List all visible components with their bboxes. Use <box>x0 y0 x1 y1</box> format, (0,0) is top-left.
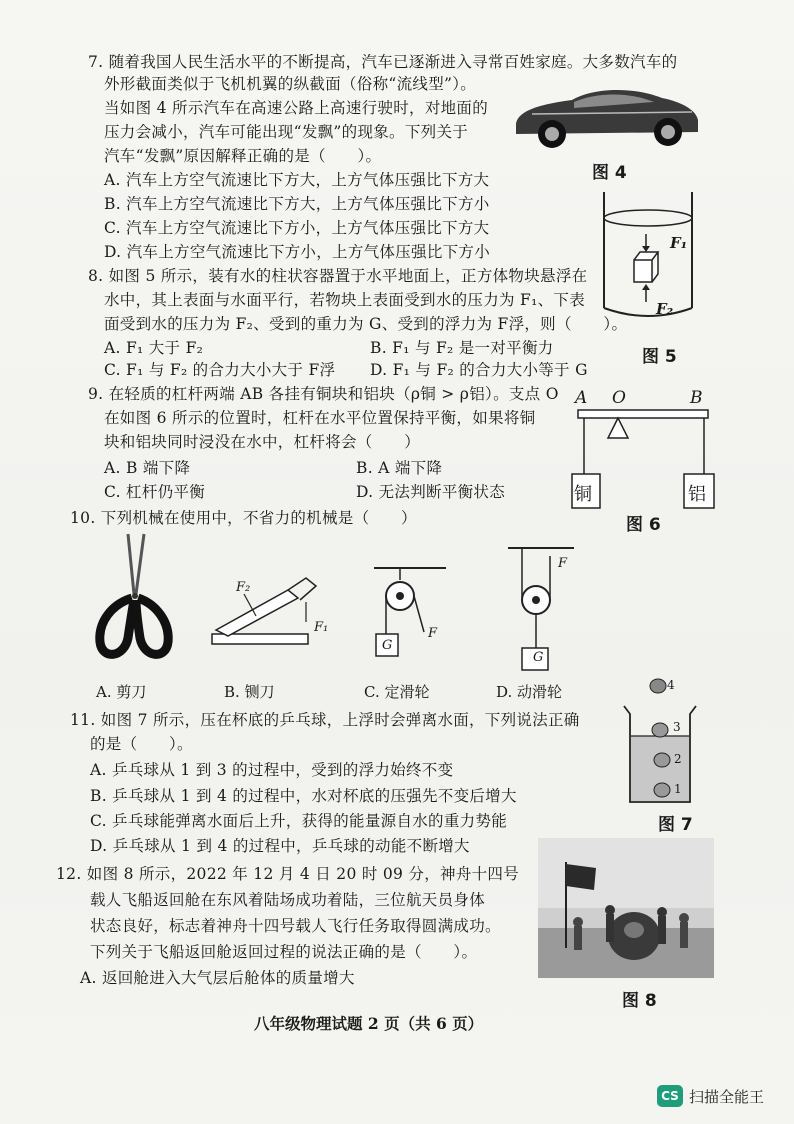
movable-pulley-f-label: F <box>558 556 568 571</box>
lever-o-label: O <box>612 388 626 408</box>
q11-line-1: 11. 如图 7 所示，压在杯底的乒乓球，上浮时会弹离水面，下列说法正确 <box>70 711 580 729</box>
q10-line: 10. 下列机械在使用中，不省力的机械是（ ） <box>70 509 417 527</box>
q10-option-a: A. 剪刀 <box>96 683 147 701</box>
figure-8-caption: 图 8 <box>622 991 657 1011</box>
q9-option-a: A. B 端下降 <box>104 459 191 477</box>
cup-figure <box>622 674 698 808</box>
ball-position-4-label: 4 <box>667 678 675 692</box>
ball-position-2-label: 2 <box>674 752 682 766</box>
lever-b-label: B <box>690 388 703 408</box>
movable-pulley-figure <box>504 544 584 674</box>
movable-pulley-g-label: G <box>533 650 544 665</box>
figure-5-caption: 图 5 <box>642 347 677 367</box>
scanner-app-name: 扫描全能王 <box>689 1087 765 1106</box>
q9-option-d: D. 无法判断平衡状态 <box>356 483 506 501</box>
guillotine-figure <box>208 572 324 656</box>
guillotine-f1-label: F₁ <box>314 620 329 635</box>
q10-option-c: C. 定滑轮 <box>364 683 430 701</box>
q11-line-2: 的是（ ）。 <box>90 735 193 753</box>
q11-option-a: A. 乒乓球从 1 到 3 的过程中，受到的浮力始终不变 <box>90 761 454 779</box>
q7-option-a: A. 汽车上方空气流速比下方大，上方气体压强比下方大 <box>104 171 490 189</box>
q7-option-c: C. 汽车上方空气流速比下方小，上方气体压强比下方大 <box>104 219 490 237</box>
fixed-pulley-g-label: G <box>382 638 393 653</box>
force-f1-label: F₁ <box>670 234 688 252</box>
scanner-watermark <box>657 1082 787 1110</box>
q8-line-3: 面受到水的压力为 F₂、受到的重力为 G、受到的浮力为 F浮，则（ ）。 <box>104 315 628 333</box>
copper-block-label: 铜 <box>574 484 592 505</box>
q7-line-4: 压力会减小，汽车可能出现“发飘”的现象。下列关于 <box>104 123 469 141</box>
q9-line-3: 块和铝块同时浸没在水中，杠杆将会（ ） <box>104 433 421 451</box>
q9-option-b: B. A 端下降 <box>356 459 443 477</box>
q8-line-2: 水中，其上表面与水面平行，若物块上表面受到水的压力为 F₁、下表 <box>104 291 585 309</box>
car-figure <box>512 80 702 152</box>
q8-line-1: 8. 如图 5 所示，装有水的柱状容器置于水平地面上，正方体物块悬浮在 <box>88 267 588 285</box>
container-figure <box>602 190 694 330</box>
scissors-figure <box>94 534 174 664</box>
q8-option-c: C. F₁ 与 F₂ 的合力大小大于 F浮 <box>104 361 336 379</box>
q12-line-3: 状态良好，标志着神舟十四号载人飞行任务取得圆满成功。 <box>90 917 501 935</box>
q7-option-b: B. 汽车上方空气流速比下方大，上方气体压强比下方小 <box>104 195 490 213</box>
ball-position-1-label: 1 <box>674 782 682 796</box>
q12-line-2: 载人飞船返回舱在东风着陆场成功着陆，三位航天员身体 <box>90 891 486 909</box>
q9-option-c: C. 杠杆仍平衡 <box>104 483 206 501</box>
q11-option-c: C. 乒乓球能弹离水面后上升，获得的能量源自水的重力势能 <box>90 812 508 830</box>
q11-option-b: B. 乒乓球从 1 到 4 的过程中，水对杯底的压强先不变后增大 <box>90 787 517 805</box>
q8-option-a: A. F₁ 大于 F₂ <box>104 339 204 357</box>
figure-6-caption: 图 6 <box>626 515 661 535</box>
q11-option-d: D. 乒乓球从 1 到 4 的过程中，乒乓球的动能不断增大 <box>90 837 470 855</box>
q10-option-b: B. 铡刀 <box>224 683 275 701</box>
lever-a-label: A <box>575 388 588 408</box>
q10-option-d: D. 动滑轮 <box>496 683 563 701</box>
page-footer: 八年级物理试题 2 页（共 6 页） <box>254 1014 484 1033</box>
q9-line-2: 在如图 6 所示的位置时，杠杆在水平位置保持平衡，如果将铜 <box>104 409 536 427</box>
q7-option-d: D. 汽车上方空气流速比下方小，上方气体压强比下方小 <box>104 243 491 261</box>
q8-option-b: B. F₁ 与 F₂ 是一对平衡力 <box>370 339 554 357</box>
q7-line-2: 外形截面类似于飞机机翼的纵截面（俗称“流线型”）。 <box>104 75 477 93</box>
scanner-logo-icon: CS <box>657 1085 683 1107</box>
q9-line-1: 9. 在轻质的杠杆两端 AB 各挂有铜块和铝块（ρ铜 > ρ铝）。支点 O <box>88 385 559 403</box>
aluminum-block-label: 铝 <box>688 484 706 505</box>
q7-line-5: 汽车“发飘”原因解释正确的是（ ）。 <box>104 147 382 165</box>
figure-7-caption: 图 7 <box>658 815 693 835</box>
figure-4-caption: 图 4 <box>592 163 627 183</box>
force-f2-label: F₂ <box>656 300 674 318</box>
landing-photo-figure <box>538 838 714 978</box>
q12-line-1: 12. 如图 8 所示，2022 年 12 月 4 日 20 时 09 分，神舟十四号 <box>56 865 520 883</box>
q8-option-d: D. F₁ 与 F₂ 的合力大小等于 G <box>370 361 588 379</box>
q7-line-1: 7. 随着我国人民生活水平的不断提高，汽车已逐渐进入寻常百姓家庭。大多数汽车的 <box>88 53 678 71</box>
ball-position-3-label: 3 <box>673 720 681 734</box>
fixed-pulley-f-label: F <box>428 626 438 641</box>
q12-option-a: A. 返回舱进入大气层后舱体的质量增大 <box>80 969 355 987</box>
q7-line-3: 当如图 4 所示汽车在高速公路上高速行驶时，对地面的 <box>104 99 489 117</box>
guillotine-f2-label: F₂ <box>236 580 251 595</box>
q12-line-4: 下列关于飞船返回舱返回过程的说法正确的是（ ）。 <box>90 943 478 961</box>
